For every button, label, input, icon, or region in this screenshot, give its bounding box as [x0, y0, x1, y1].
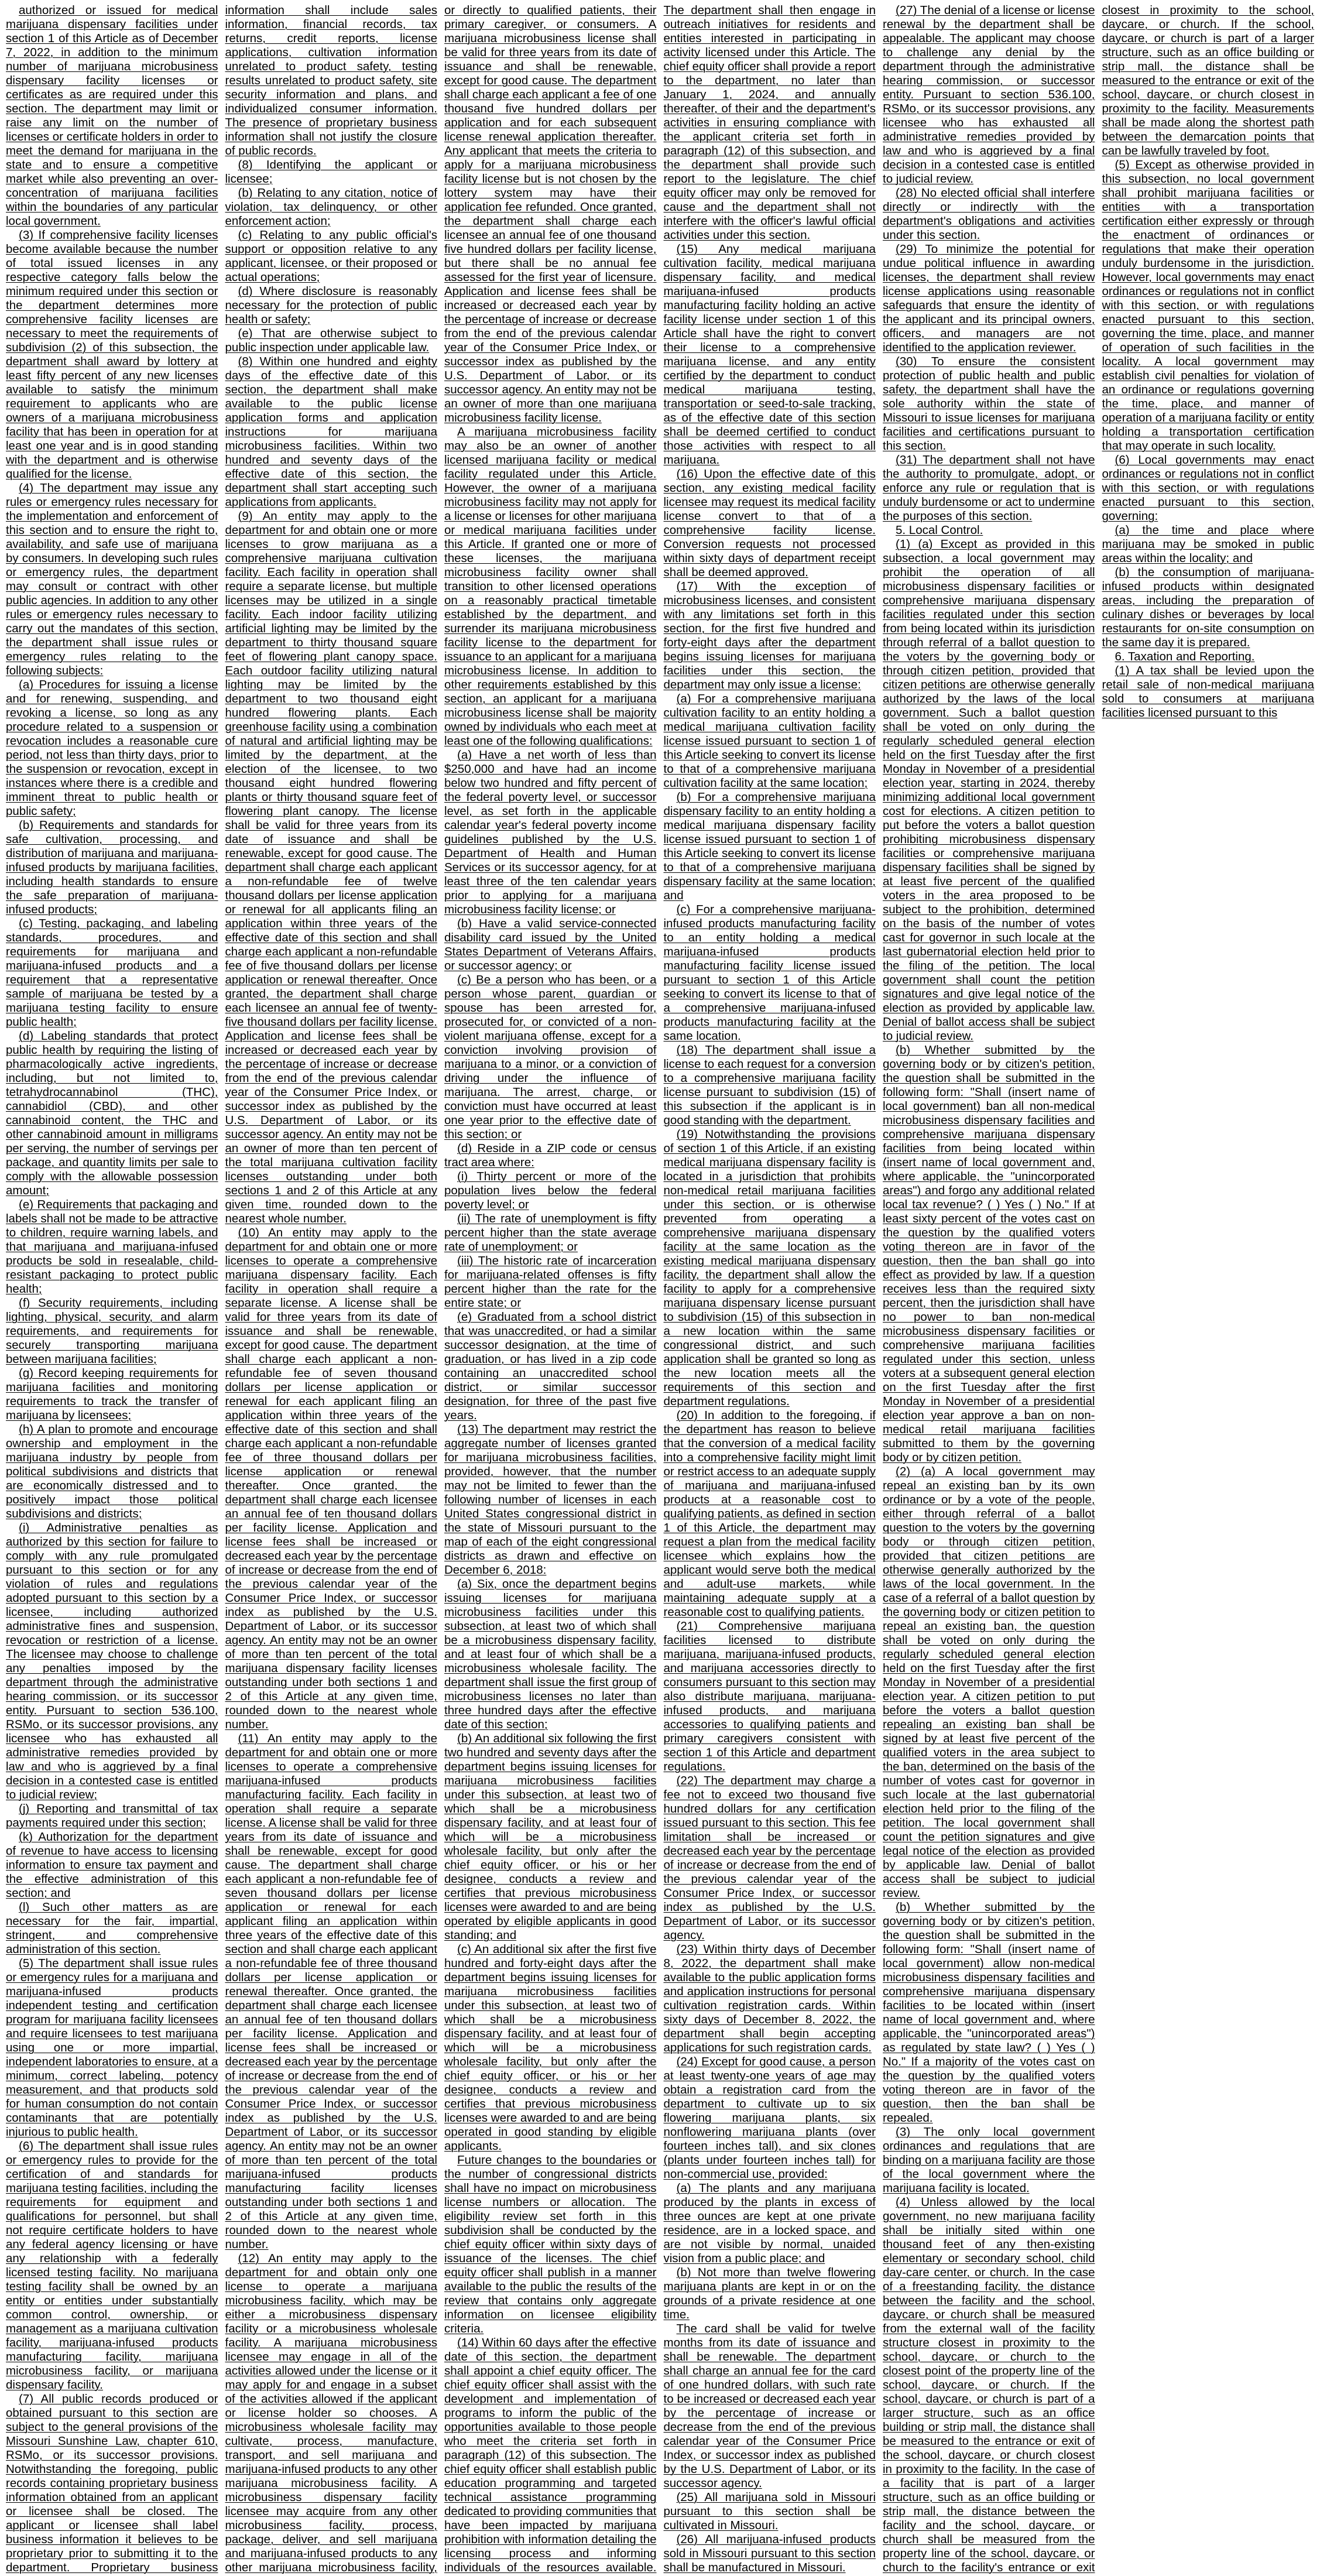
document-paragraph: (b) Not more than twelve flowering marijuana plants are kept in or on the grounds of a private residence at one time. — [663, 2266, 876, 2321]
document-paragraph: (iii) The historic rate of incarceration for marijuana-related offenses is fifty percent higher than the rate for the entire state; or — [444, 1254, 657, 1310]
document-paragraph: (8) Within one hundred and eighty days of the effective date of this section, the department shall make available to the public license application forms and application instructions for marijuana microbusiness facilities. Within two hundred and seventy days of the effective date of this section, the department shall start accepting such applications from applicants. — [225, 355, 437, 509]
document-paragraph: (c) An additional six after the first five hundred and forty-eight days after the department begins issuing licenses for marijuana microbusiness facilities under this subsection, at least two of which shall be a microbusiness dispensary facility, and at least four of which will be a microbusiness wholesale facility, but only after the chief equity officer, or his or her designee, conducts a review and certifies that previous microbusiness licenses were awarded to and are being operated in good standing by eligible applicants. — [444, 1943, 657, 2153]
document-paragraph: (d) Where disclosure is reasonably necessary for the protection of public health or safety; — [225, 285, 437, 326]
document-paragraph: (a) The plants and any marijuana produced by the plants in excess of three ounces are kept at one private residence, are in a locked space, and are not visible by normal, unaided vision from a public place; and — [663, 2181, 876, 2265]
document-paragraph: (6) Local governments may enact ordinances or regulations not in conflict with this section, or with regulations enacted pursuant to this section, governing: — [1102, 453, 1314, 523]
document-paragraph: (23) Within thirty days of December 8, 2022, the department shall make available to the public application forms and application instructions for personal cultivation registration cards. Within sixty days of December 8, 2022, the department shall begin accepting applications for such registration cards. — [663, 1943, 876, 2054]
document-paragraph: (5) The department shall issue rules or emergency rules for a marijuana and marijuana-infused products independent testing and certification program for marijuana facility licensees and require licensees to test marijuana using one or more impartial, independent laboratories to ensure, at a minimum, correct labeling, potency measurement, and that products sold for human consumption do not contain contaminants that are potentially injurious to public health. — [6, 1957, 218, 2139]
document-paragraph: (29) To minimize the potential for undue political influence in awarding licenses, the department shall review license applications using reasonable safeguards that ensure the identity of the applicant and its principal owners, officers, and managers are not identified to the application reviewer. — [883, 242, 1095, 354]
document-paragraph: Future changes to the boundaries or the number of congressional districts shall have no impact on microbusiness license numbers or allocation. The eligibility review set forth in this subdivision shall be conducted by the chief equity officer within sixty days of issuance of the licenses. The chief equity officer shall publish in a manner available to the public the results of the review that contains only aggregate information on licensee eligibility criteria. — [444, 2153, 657, 2335]
document-paragraph: (b) Requirements and standards for safe cultivation, processing, and distribution of marijuana and marijuana-infused products by marijuana facilities, including health standards to ensure the safe preparation of marijuana-infused products; — [6, 818, 218, 916]
document-paragraph: (e) Requirements that packaging and labels shall not be made to be attractive to children, require warning labels, and that marijuana and marijuana-infused products be sold in resealable, child-resistant packaging to protect public health; — [6, 1198, 218, 1296]
document-paragraph: A marijuana microbusiness facility may also be an owner of another licensed marijuana facility or medical facility regulated under this Article. However, the owner of a marijuana microbusiness facility may not apply for a license or licenses for other marijuana or medical marijuana facilities under this Article. If granted one or more of these licenses, the marijuana microbusiness facility owner shall transition to other licensed operations on a reasonably practical timetable established by the department, and surrender its marijuana microbusiness facility license to the department for issuance to an applicant for a marijuana microbusiness license. In addition to other requirements established by this section, an applicant for a marijuana microbusiness license shall be majority owned by individuals who each meet at least one of the following qualifications: — [444, 425, 657, 748]
document-paragraph: (7) All public records produced or obtained pursuant to this section are subject to the general provisions of the Missouri Sunshine Law, chapter 610, RSMo, or its successor provisions. Notwithstanding the foregoing, public records containing proprietary business information obtained from an applicant or licensee shall be closed. The applicant or licensee shall label business information it believes to be proprietary prior to submitting it to the department. Proprietary business information shall include sales information, financial records, tax returns, credit reports, license applications, cultivation information unrelated to product safety, testing results unrelated to product safety, site security information and plans, and individualized consumer information. The presence of proprietary business information shall not justify the closure of public records. — [6, 4, 437, 2574]
document-paragraph: (11) An entity may apply to the department for and obtain one or more licenses to operate a comprehensive marijuana-infused products manufacturing facility. Each facility in operation shall require a separate license. A license shall be valid for three years from its date of issuance and shall be renewable, except for good cause. The department shall charge each applicant a non-refundable fee of seven thousand dollars per license application or renewal for each applicant filing an application within three years of the effective date of this section and shall charge each applicant a non-refundable fee of three thousand dollars per license application or renewal thereafter. Once granted, the department shall charge each licensee an annual fee of ten thousand dollars per facility license. Application and license fees shall be increased or decreased each year by the percentage of increase or decrease from the end of the previous calendar year of the Consumer Price Index, or successor index as published by the U.S. Department of Labor, or its successor agency. An entity may not be an owner of more than ten percent of the total marijuana-infused products manufacturing facility licenses outstanding under both sections 1 and 2 of this Article at any given time, rounded down to the nearest whole number. — [225, 1732, 437, 2251]
document-paragraph: (b) Have a valid service-connected disability card issued by the United States Department of Veterans Affairs, or successor agency; or — [444, 917, 657, 972]
document-paragraph: (25) All marijuana sold in Missouri pursuant to this section shall be cultivated in Missouri. — [663, 2491, 876, 2532]
document-paragraph: (14) Within 60 days after the effective date of this section, the department shall appoint a chief equity officer. The chief equity officer shall assist with the development and implementation of programs to inform the public of the opportunities available to those people who meet the criteria set forth in paragraph (12) of this subsection. The chief equity officer shall establish public education programming and targeted technical assistance programming dedicated to providing communities that have been impacted by marijuana prohibition with information detailing the licensing process and informing individuals of the resources available. The department shall then engage in outreach initiatives for residents and entities interested in participating in activity licensed under this Article. The chief equity officer shall provide a report to the department, no later than January 1, 2024, and annually thereafter, of their and the department's activities in ensuring compliance with the applicant criteria set forth in paragraph (12) of this subsection, and the department shall provide such report to the legislature. The chief equity officer may only be removed for cause and the department shall not interfere with the officer's lawful official activities under this section. — [444, 4, 876, 2574]
document-paragraph: (b) Whether submitted by the governing body or by citizen's petition, the question shall be submitted in the following form: "Shall (insert name of local government) ban all non-medical microbusiness dispensary facilities and comprehensive marijuana dispensary facilities from being located within (insert name of local government and, where applicable, the "unincorporated areas") and forgo any additional related local tax revenue? ( ) Yes ( ) No." If at least sixty percent of the votes cast on the question by the qualified voters voting thereon are in favor of the question, then the ban shall go into effect as provided by law. If a question receives less than the required sixty percent, then the jurisdiction shall have no power to ban non-medical microbusiness dispensary facilities or comprehensive marijuana facilities regulated under this section, unless voters at a subsequent general election on the first Tuesday after the first Monday in November of a presidential election year approve a ban on non-medical retail marijuana facilities submitted to them by the governing body or by citizen petition. — [883, 1043, 1095, 1464]
document-paragraph: (15) Any medical marijuana cultivation facility, medical marijuana dispensary facility, and medical marijuana-infused products manufacturing facility holding an active facility license under section 1 of this Article shall have the right to convert their license to a comprehensive marijuana license, and any entity certified by the department to conduct medical marijuana testing, transportation or seed-to-sale tracking, as of the effective date of this section shall be deemed certified to conduct those activities with respect to all marijuana. — [663, 242, 876, 467]
document-paragraph: (17) With the exception of microbusiness licenses, and consistent with any limitations set forth in this section, for the first five hundred and forty-eight days after the department begins issuing licenses for marijuana facilities under this section, the department may only issue a license: — [663, 580, 876, 691]
document-paragraph: (c) For a comprehensive marijuana-infused products manufacturing facility to an entity holding a medical marijuana-infused products manufacturing facility license issued pursuant to section 1 of this Article seeking to convert its license to that of a comprehensive marijuana-infused products manufacturing facility at the same location. — [663, 903, 876, 1043]
document-paragraph: (8) Identifying the applicant or licensee; — [225, 158, 437, 186]
document-paragraph: (ii) The rate of unemployment is fifty percent higher than the state average rate of unemployment; or — [444, 1212, 657, 1253]
document-paragraph: (a) Have a net worth of less than $250,000 and have had an income below two hundred and fifty percent of the federal poverty level, or successor level, as set forth in the applicable calendar year's federal poverty income guidelines published by the U.S. Department of Health and Human Services or its successor agency, for at least three of the ten calendar years prior to applying for a marijuana microbusiness facility license; or — [444, 748, 657, 916]
document-paragraph: (3) If comprehensive facility licenses become available because the number of total issued licenses in any respective category falls below the minimum required under this section or the department determines more comprehensive facility licenses are necessary to meet the requirements of subdivision (2) of this subsection, the department shall award by lottery at least fifty percent of any new licenses available to satisfy the minimum requirement to applicants who are owners of a marijuana microbusiness facility that has been in operation for at least one year and is in good standing with the department and is otherwise qualified for the license. — [6, 228, 218, 481]
document-paragraph: (l) Such other matters as are necessary for the fair, impartial, stringent, and comprehensive administration of this section. — [6, 1900, 218, 1956]
document-paragraph: (1) A tax shall be levied upon the retail sale of non-medical marijuana sold to consumers at marijuana facilities licensed pursuant to this — [1102, 664, 1314, 720]
document-paragraph: (6) The department shall issue rules or emergency rules to provide for the certification of and standards for marijuana testing facilities, including the requirements for equipment and qualifications for personnel, but shall not require certificate holders to have any federal agency licensing or have any relationship with a federally licensed testing facility. No marijuana testing facility shall be owned by an entity or entities under substantially common control, ownership, or management as a marijuana cultivation facility, marijuana-infused products manufacturing facility, marijuana microbusiness facility, or marijuana dispensary facility. — [6, 2139, 218, 2392]
document-paragraph: (27) The denial of a license or license renewal by the department shall be appealable. The applicant may choose to challenge any denial by the department through the administrative hearing commission, or successor entity. Pursuant to section 536.100, RSMo, or its successor provisions, any licensee who has exhausted all administrative remedies provided by law and who is aggrieved by a final decision in a contested case is entitled to judicial review. — [883, 4, 1095, 186]
document-paragraph: authorized or issued for medical marijuana dispensary facilities under section 1 of this Article as of December 7, 2022, in addition to the minimum number of marijuana microbusiness dispensary facility licenses or certificates as are required under this section. The department may limit or raise any limit on the number of licenses or certificate holders in order to meet the demand for marijuana in the state and to ensure a competitive market while also preventing an over-concentration of marijuana facilities within the boundaries of any particular local government. — [6, 4, 218, 228]
document-paragraph: (a) For a comprehensive marijuana cultivation facility to an entity holding a medical marijuana cultivation facility license issued pursuant to section 1 of this Article seeking to convert its license to that of a comprehensive marijuana cultivation facility at the same location; — [663, 692, 876, 790]
document-paragraph: 5. Local Control. — [896, 523, 983, 537]
document-paragraph: (b) For a comprehensive marijuana dispensary facility to an entity holding a medical marijuana dispensary facility license issued pursuant to section 1 of this Article seeking to convert its license to that of a comprehensive marijuana dispensary facility at the same location; and — [663, 790, 876, 902]
document-paragraph: (h) A plan to promote and encourage ownership and employment in the marijuana industry by people from political subdivisions and districts that are economically distressed and to positively impact those political subdivisions and districts; — [6, 1423, 218, 1520]
document-paragraph: (a) the time and place where marijuana may be smoked in public areas within the locality; and — [1102, 523, 1314, 565]
document-paragraph: (4) The department may issue any rules or emergency rules necessary for the implementation and enforcement of this section and to ensure the right to, availability, and safe use of marijuana by consumers. In developing such rules or emergency rules, the department may consult or contract with other public agencies. In addition to any other rules or emergency rules necessary to carry out the mandates of this section, the department shall issue rules or emergency rules relating to the following subjects: — [6, 481, 218, 677]
document-paragraph: (i) Thirty percent or more of the population lives below the federal poverty level; or — [444, 1170, 657, 1211]
document-paragraph: (16) Upon the effective date of this section, any existing medical facility licensee may request its medical facility license convert to that of a comprehensive facility license. Conversion requests not processed within sixty days of department receipt shall be deemed approved. — [663, 467, 876, 579]
document-paragraph: (20) In addition to the foregoing, if the department has reason to believe that the conversion of a medical facility into a comprehensive facility might limit or restrict access to an adequate supply of marijuana and marijuana-infused products at a reasonable cost to qualifying patients, as defined in section 1 of this Article, the department may request a plan from the medical facility licensee which explains how the applicant would serve both the medical and adult-use markets, while maintaining adequate supply at a reasonable cost to qualifying patients. — [663, 1409, 876, 1619]
document-paragraph: (k) Authorization for the department of revenue to have access to licensing information to ensure tax payment and the effective administration of this section; and — [6, 1830, 218, 1900]
document-paragraph: (b) Relating to any citation, notice of violation, tax delinquency, or other enforcement action; — [225, 186, 437, 228]
document-paragraph: (31) The department shall not have the authority to promulgate, adopt, or enforce any rule or regulation that is unduly burdensome or act to undermine the purposes of this section. — [883, 453, 1095, 523]
document-paragraph: (d) Labeling standards that protect public health by requiring the listing of pharmacologically active ingredients, including, but not limited to, tetrahydrocannabinol (THC), cannabidiol (CBD), and other cannabinoid content, the THC and other cannabinoid amount in milligrams per serving, the number of servings per package, and quantity limits per sale to comply with the allowable possession amount; — [6, 1029, 218, 1197]
document-paragraph: (21) Comprehensive marijuana facilities licensed to distribute marijuana, marijuana-infused products, and marijuana accessories directly to consumers pursuant to this section may also distribute marijuana, marijuana-infused products, and marijuana accessories to qualifying patients and primary caregivers consistent with section 1 of this Article and department regulations. — [663, 1619, 876, 1773]
document-paragraph: (b) the consumption of marijuana-infused products within designated areas, including the preparation of culinary dishes or beverages by local restaurants for on-site consumption on the same day it is prepared. — [1102, 566, 1314, 649]
document-paragraph: (e) That are otherwise subject to public inspection under applicable law. — [225, 327, 437, 354]
document-paragraph: (i) Administrative penalties as authorized by this section for failure to comply with any rule promulgated pursuant to this section or for any violation of rules and regulations adopted pursuant to this section by a licensee, including authorized administrative fines and suspension, revocation or restriction of a license. The licensee may choose to challenge any penalties imposed by the department through the administrative hearing commission, or its successor entity. Pursuant to section 536.100, RSMo, or its successor provisions, any licensee who has exhausted all administrative remedies provided by law and who is aggrieved by a final decision in a contested case is entitled to judicial review; — [6, 1521, 218, 1801]
document-paragraph: (5) Except as otherwise provided in this subsection, no local government shall prohibit marijuana facilities or entities with a transportation certification either expressly or through the enactment of ordinances or regulations that make their operation unduly burdensome in the jurisdiction. However, local governments may enact ordinances or regulations not in conflict with this section, or with regulations enacted pursuant to this section, governing the time, place, and manner of operation of such facilities in the locality. A local government may establish civil penalties for violation of an ordinance or regulations governing the time, place, and manner of operation of a marijuana facility or entity holding a transportation certification that may operate in such locality. — [1102, 158, 1314, 453]
document-paragraph: (f) Security requirements, including lighting, physical, security, and alarm requirements, and requirements for securely transporting marijuana between marijuana facilities; — [6, 1296, 218, 1366]
document-paragraph: (19) Notwithstanding the provisions of section 1 of this Article, if an existing medical marijuana dispensary facility is located in a jurisdiction that prohibits non-medical retail marijuana facilities under this section, or is otherwise prevented from operating a comprehensive marijuana dispensary facility at the same location as the existing medical marijuana dispensary facility, the department shall allow the facility to apply for a comprehensive marijuana dispensary license pursuant to subdivision (15) of this subsection in a new location within the same congressional district, and such application shall be granted so long as the new location meets all the requirements of this section and department regulations. — [663, 1128, 876, 1408]
document-paragraph: (13) The department may restrict the aggregate number of licenses granted for marijuana microbusiness facilities, provided, however, that the number may not be limited to fewer than the following number of licenses in each United States congressional district in the state of Missouri pursuant to the map of each of the eight congressional districts as drawn and effective on December 6, 2018: — [444, 1423, 657, 1577]
document-paragraph: (18) The department shall issue a license to each request for a conversion to a comprehensive marijuana facility license pursuant to subdivision (15) of this subsection if the applicant is in good standing with the department. — [663, 1043, 876, 1127]
document-paragraph: (c) Testing, packaging, and labeling standards, procedures, and requirements for marijuana and marijuana-infused products and a requirement that a representative sample of marijuana be tested by a marijuana testing facility to ensure public health; — [6, 917, 218, 1029]
document-paragraph: (c) Relating to any public official's support or opposition relative to any applicant, licensee, or their proposed or actual operations; — [225, 228, 437, 284]
document-paragraph: 6. Taxation and Reporting. — [1115, 650, 1255, 663]
document-paragraph: (g) Record keeping requirements for marijuana facilities and monitoring requirements to track the transfer of marijuana by licensees; — [6, 1366, 218, 1422]
document-paragraph: (d) Reside in a ZIP code or census tract area where: — [444, 1142, 657, 1169]
document-paragraph: (b) An additional six following the first two hundred and seventy days after the department begins issuing licenses for marijuana microbusiness facilities under this subsection, at least two of which shall be a microbusiness dispensary facility, and at least four of which will be a microbusiness wholesale facility, but only after the chief equity officer, or his or her designee, conducts a review and certifies that previous microbusiness licenses were awarded to and are being operated by eligible applicants in good standing; and — [444, 1732, 657, 1942]
document-paragraph: (b) Whether submitted by the governing body or by citizen's petition, the question shall be submitted in the following form: "Shall (insert name of local government) allow non-medical microbusiness dispensary facilities and comprehensive marijuana dispensary facilities to be located within (insert name of local government and, where applicable, the "unincorporated areas") as regulated by state law? ( ) Yes ( ) No." If a majority of the votes cast on the question by the qualified voters voting thereon are in favor of the question, then the ban shall be repealed. — [883, 1900, 1095, 2125]
document-paragraph: (24) Except for good cause, a person at least twenty-one years of age may obtain a registration card from the department to cultivate up to six flowering marijuana plants, six nonflowering marijuana plants (over fourteen inches tall), and six clones (plants under fourteen inches tall) for non-commercial use, provided: — [663, 2055, 876, 2181]
document-paragraph: (28) No elected official shall interfere directly or indirectly with the department's obligations and activities under this section. — [883, 186, 1095, 242]
document-paragraph: (2) (a) A local government may repeal an existing ban by its own ordinance or by a vote of the people, either through referral of a ballot question to the voters by the governing body or through citizen petition, provided that citizen petitions are otherwise generally authorized by the laws of the local government. In the case of a referral of a ballot question by the governing body or citizen petition to repeal an existing ban, the question shall be voted on only during the regularly scheduled general election held on the first Tuesday after the first Monday in November of a presidential election year. A citizen petition to put before the voters a ballot question repealing an existing ban shall be signed by at least five percent of the qualified voters in the area subject to the ban, determined on the basis of the number of votes cast for governor in such locale at the last gubernatorial election held prior to the filing of the petition. The local government shall count the petition signatures and give legal notice of the election as provided by applicable law. Denial of ballot access shall be subject to judicial review. — [883, 1465, 1095, 1900]
document-paragraph: (a) Procedures for issuing a license and for renewing, suspending, and revoking a license, so long as any procedure related to a suspension or revocation includes a reasonable cure period, not less than thirty days, prior to the suspension or revocation, except in instances where there is a credible and imminent threat to public health or public safety; — [6, 678, 218, 818]
document-paragraph: (22) The department may charge a fee not to exceed two thousand five hundred dollars for any certification issued pursuant to this section. This fee limitation shall be increased or decreased each year by the percentage of increase or decrease from the end of the previous calendar year of the Consumer Price Index, or successor index as published by the U.S. Department of Labor, or its successor agency. — [663, 1774, 876, 1942]
document-paragraph: (4) Unless allowed by the local government, no new marijuana facility shall be initially sited within one thousand feet of any then-existing elementary or secondary school, child day-care center, or church. In the case of a freestanding facility, the distance between the facility and the school, daycare, or church shall be measured from the external wall of the facility structure closest in proximity to the school, daycare, or church to the closest point of the property line of the school, daycare, or church. If the school, daycare, or church is part of a larger structure, such as an office building or strip mall, the distance shall be measured to the entrance or exit of the school, daycare, or church closest in proximity to the facility. In the case of a facility that is part of a larger structure, such as an office building or strip mall, the distance between the facility and the school, daycare, or church shall be measured from the property line of the school, daycare, or church to the facility's entrance or exit closest in proximity to the school, daycare, or church. If the school, daycare, or church is part of a larger structure, such as an office building or strip mall, the distance shall be measured to the entrance or exit of the school, daycare, or church closest in proximity to the facility. Measurements shall be made along the shortest path between the demarcation points that can be lawfully traveled by foot. — [883, 4, 1314, 2574]
document-paragraph: (12) An entity may apply to the department for and obtain only one license to operate a marijuana microbusiness facility, which may be either a microbusiness dispensary facility or a microbusiness wholesale facility. A marijuana microbusiness licensee may engage in all of the activities allowed under the license or it may apply for and engage in a subset of the activities allowed if the applicant or license holder so chooses. A microbusiness wholesale facility may cultivate, process, manufacture, transport, and sell marijuana and marijuana-infused products to any other marijuana microbusiness facility. A microbusiness dispensary facility licensee may acquire from any other microbusiness facility, process, package, deliver, and sell marijuana and marijuana-infused products to any other marijuana microbusiness facility, or directly to qualified patients, their primary caregiver, or consumers. A marijuana microbusiness license shall be valid for three years from its date of issuance and shall be renewable, except for good cause. The department shall charge each applicant a fee of one thousand five hundred dollars per application and for each subsequent license renewal application thereafter. Any applicant that meets the criteria to apply for a marijuana microbusiness facility license but is not chosen by the lottery system may have their application fee refunded. Once granted, the department shall charge each licensee an annual fee of one thousand five hundred dollars per facility license, but there shall be no annual fee assessed for the first year of licensure. Application and license fees shall be increased or decreased each year by the percentage of increase or decrease from the end of the previous calendar year of the Consumer Price Index, or successor index as published by the U.S. Department of Labor, or its successor agency. An entity may not be an owner of more than one marijuana microbusiness facility license. — [225, 4, 657, 2574]
document-paragraph: (26) All marijuana-infused products sold in Missouri pursuant to this section shall be manufactured in Missouri. — [663, 2533, 876, 2574]
document-paragraph: (c) Be a person who has been, or a person whose parent, guardian or spouse has been arrested for, prosecuted for, or convicted of a non-violent marijuana offense, except for a conviction involving provision of marijuana to a minor, or a conviction of driving under the influence of marijuana. The arrest, charge, or conviction must have occurred at least one year prior to the effective date of this section; or — [444, 973, 657, 1141]
document-paragraph: (a) Six, once the department begins issuing licenses for marijuana microbusiness facilities under this subsection, at least two of which shall be a microbusiness dispensary facility, and at least four of which shall be a microbusiness wholesale facility. The department shall issue the first group of microbusiness licenses no later than three hundred days after the effective date of this section; — [444, 1577, 657, 1731]
document-paragraph: (1) (a) Except as provided in this subsection, a local government may prohibit the operation of all microbusiness dispensary facilities or comprehensive marijuana dispensary facilities regulated under this section from being located within its jurisdiction through referral of a ballot question to the voters by the governing body or through citizen petition, provided that citizen petitions are otherwise generally authorized by the laws of the local government. Such a ballot question shall be voted on only during the regularly scheduled general election held on the first Tuesday after the first Monday in November of a presidential election year, starting in 2024, thereby minimizing additional local government cost for elections. A citizen petition to put before the voters a ballot question prohibiting microbusiness dispensary facilities or comprehensive marijuana dispensary facilities shall be signed by at least five percent of the qualified voters in the area proposed to be subject to the prohibition, determined on the basis of the number of votes cast for governor in such locale at the last gubernatorial election held prior to the filing of the petition. The local government shall count the petition signatures and give legal notice of the election as provided by applicable law. Denial of ballot access shall be subject to judicial review. — [883, 537, 1095, 1043]
document-paragraph: (3) The only local government ordinances and regulations that are binding on a marijuana facility are those of the local government where the marijuana facility is located. — [883, 2125, 1095, 2195]
document-paragraph: (e) Graduated from a school district that was unaccredited, or had a similar successor designation, at the time of graduation, or has lived in a zip code containing an unaccredited school district, or similar successor designation, for three of the past five years. — [444, 1310, 657, 1422]
document-paragraph: (9) An entity may apply to the department for and obtain one or more licenses to grow marijuana as a comprehensive marijuana cultivation facility. Each facility in operation shall require a separate license, but multiple licenses may be utilized in a single facility. Each indoor facility utilizing artificial lighting may be limited by the department to thirty thousand square feet of flowering plant canopy space. Each outdoor facility utilizing natural lighting may be limited by the department to two thousand eight hundred flowering plants. Each greenhouse facility using a combination of natural and artificial lighting may be limited by the department, at the election of the licensee, to two thousand eight hundred flowering plants or thirty thousand square feet of flowering plant canopy. The license shall be valid for three years from its date of issuance and shall be renewable, except for good cause. The department shall charge each applicant a non-refundable fee of twelve thousand dollars per license application or renewal for all applicants filing an application within three years of the effective date of this section and shall charge each applicant a non-refundable fee of five thousand dollars per license application or renewal thereafter. Once granted, the department shall charge each licensee an annual fee of twenty-five thousand dollars per facility license. Application and license fees shall be increased or decreased each year by the percentage of increase or decrease from the end of the previous calendar year of the Consumer Price Index, or successor index as published by the U.S. Department of Labor, or its successor agency. An entity may not be an owner of more than ten percent of the total marijuana cultivation facility licenses outstanding under both sections 1 and 2 of this Article at any given time, rounded down to the nearest whole number. — [225, 509, 437, 1225]
document-paragraph: (j) Reporting and transmittal of tax payments required under this section; — [6, 1802, 218, 1830]
document-paragraph: (30) To ensure the consistent protection of public health and public safety, the department shall have the sole authority within the state of Missouri to issue licenses for marijuana facilities and certifications pursuant to this section. — [883, 355, 1095, 453]
document-paragraph: The card shall be valid for twelve months from its date of issuance and shall be renewable. The department shall charge an annual fee for the card of one hundred dollars, with such rate to be increased or decreased each year by the percentage of increase or decrease from the end of the previous calendar year of the Consumer Price Index, or successor index as published by the U.S. Department of Labor, or its successor agency. — [663, 2322, 876, 2490]
document-paragraph: (10) An entity may apply to the department for and obtain one or more licenses to operate a comprehensive marijuana dispensary facility. Each facility in operation shall require a separate license. A license shall be valid for three years from its date of issuance and shall be renewable, except for good cause. The department shall charge each applicant a non-refundable fee of seven thousand dollars per license application or renewal for each applicant filing an application within three years of the effective date of this section and shall charge each applicant a non-refundable fee of three thousand dollars per license application or renewal thereafter. Once granted, the department shall charge each licensee an annual fee of ten thousand dollars per facility license. Application and license fees shall be increased or decreased each year by the percentage of increase or decrease from the end of the previous calendar year of the Consumer Price Index, or successor index as published by the U.S. Department of Labor, or its successor agency. An entity may not be an owner of more than ten percent of the total marijuana dispensary facility licenses outstanding under both sections 1 and 2 of this Article at any given time, rounded down to the nearest whole number. — [225, 1226, 437, 1731]
